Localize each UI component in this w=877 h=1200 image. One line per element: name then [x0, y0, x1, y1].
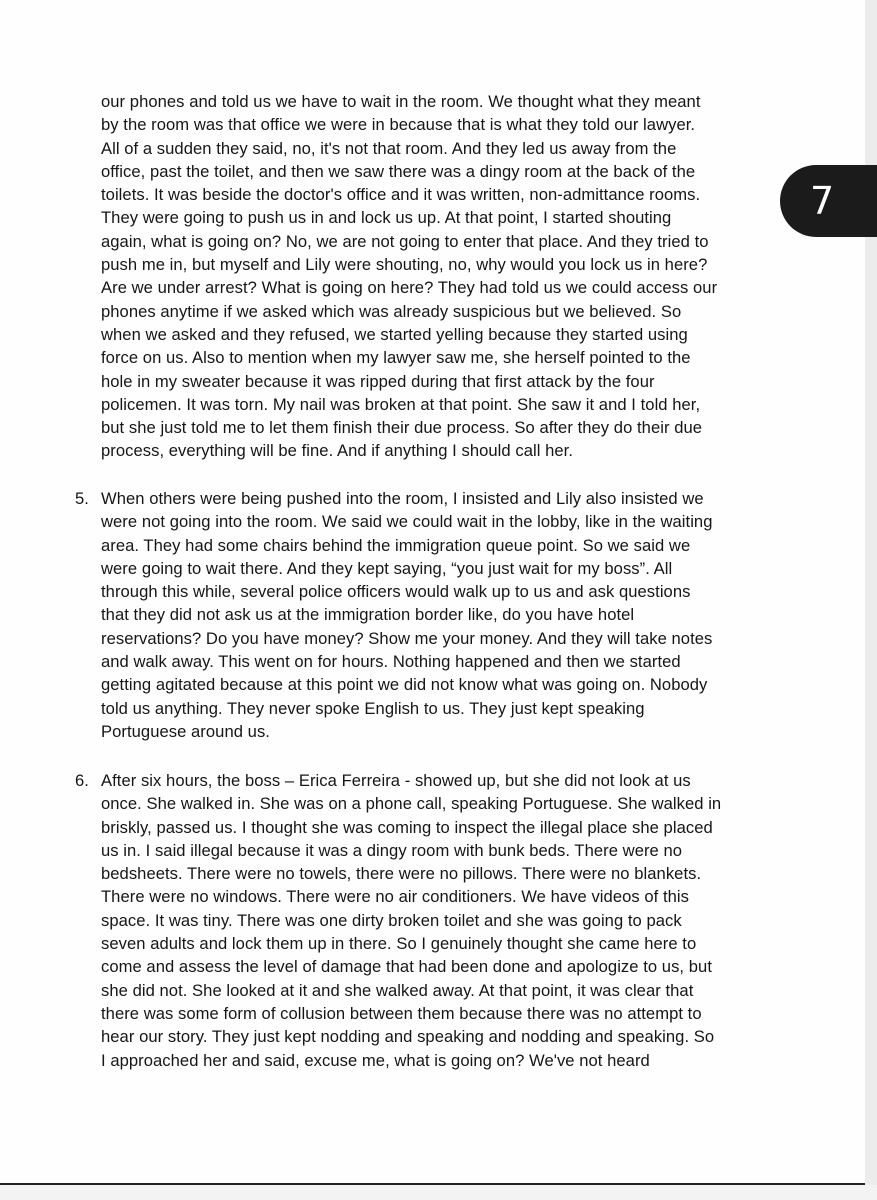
text-line: When others were being pushed into the room, I insisted and Lily also insisted we: [101, 489, 704, 508]
text-line: and walk away. This went on for hours. Nothing happened and then we started: [101, 652, 681, 672]
text-line: through this while, several police officers would walk up to us and ask questions: [101, 582, 691, 602]
text-line: phones anytime if we asked which was already suspicious but we believed. So: [101, 301, 682, 321]
text-line: policemen. It was torn. My nail was broken at that point. She saw it and I told her,: [101, 394, 701, 414]
text-line: once. She walked in. She was on a phone call, speaking Portuguese. She walked in: [101, 794, 722, 814]
text-line: again, what is going on? No, we are not going to enter that place. And they tried to: [101, 231, 709, 251]
text-line: were going to wait there. And they kept saying, “you just wait for my boss”. All: [101, 558, 673, 578]
text-line: but she just told me to let them finish their due process. So after they do their due: [101, 418, 703, 438]
text-line: Are we under arrest? What is going on here? They had told us we could access our: [101, 278, 718, 298]
text-line: reservations? Do you have money? Show me your money. And they will take notes: [101, 628, 713, 648]
text-line: hole in my sweater because it was ripped during that first attack by the four: [101, 371, 655, 391]
text-line: process, everything will be fine. And if anything I should call her.: [101, 441, 573, 461]
text-line: that they did not ask us at the immigration border like, do you have hotel: [101, 605, 635, 625]
text-line: They were going to push us in and lock us up. At that point, I started shouting: [101, 208, 672, 228]
list-number-6: 6.: [75, 771, 89, 790]
paragraph-6: [101, 769, 761, 1072]
page-bottom-strip: [0, 1185, 877, 1200]
text-line: After six hours, the boss – Erica Ferreira - showed up, but she did not look at us: [101, 771, 691, 790]
text-line: All of a sudden they said, no, it's not that room. And they led us away from the: [101, 138, 677, 158]
paragraph-4-continued: [101, 90, 761, 463]
text-line: us in. I said illegal because it was a dingy room with bunk beds. There were no: [101, 840, 683, 860]
text-line: seven adults and lock them up in there. So I genuinely thought she came here to: [101, 934, 697, 954]
text-line: she did not. She looked at it and she walked away. At that point, it was clear that: [101, 980, 694, 1000]
text-line: by the room was that office we were in because that is what they told our lawyer.: [101, 115, 696, 135]
text-line: toilets. It was beside the doctor's office and it was written, non-admittance rooms.: [101, 185, 701, 205]
text-line: push me in, but myself and Lily were shouting, no, why would you lock us in here?: [101, 255, 708, 275]
text-line: Portuguese around us.: [101, 721, 270, 741]
text-line: I approached her and said, excuse me, what is going on? We've not heard: [101, 1050, 650, 1070]
text-line: area. They had some chairs behind the immigration queue point. So we said we: [101, 535, 691, 555]
text-line: briskly, passed us. I thought she was coming to inspect the illegal place she placed: [101, 817, 713, 837]
text-line: force on us. Also to mention when my lawyer saw me, she herself pointed to the: [101, 348, 691, 368]
text-line: bedsheets. There were no towels, there were no pillows. There were no blankets.: [101, 864, 702, 884]
text-line: There were no windows. There were no air conditioners. We have videos of this: [101, 887, 690, 907]
text-line: were not going into the room. We said we could wait in the lobby, like in the waiting: [101, 512, 713, 532]
text-line: our phones and told us we have to wait in the room. We thought what they meant: [101, 92, 701, 111]
text-line: office, past the toilet, and then we saw there was a dingy room at the back of the: [101, 161, 696, 181]
text-line: told us anything. They never spoke English to us. They just kept speaking: [101, 698, 645, 718]
list-number-5: 5.: [75, 489, 89, 508]
text-line: when we asked and they refused, we started yelling because they started using: [101, 324, 688, 344]
paragraph-5: [101, 487, 761, 743]
text-line: come and assess the level of damage that had been done and apologize to us, but: [101, 957, 712, 977]
text-line: space. It was tiny. There was one dirty broken toilet and she was going to pack: [101, 910, 682, 930]
text-line: hear our story. They just kept nodding and speaking and nodding and speaking. So: [101, 1027, 715, 1047]
page-number-tab: 7: [780, 165, 877, 237]
text-line: there was some form of collusion between them because there was no attempt to: [101, 1003, 702, 1023]
text-line: getting agitated because at this point we did not know what was going on. Nobody: [101, 675, 708, 695]
